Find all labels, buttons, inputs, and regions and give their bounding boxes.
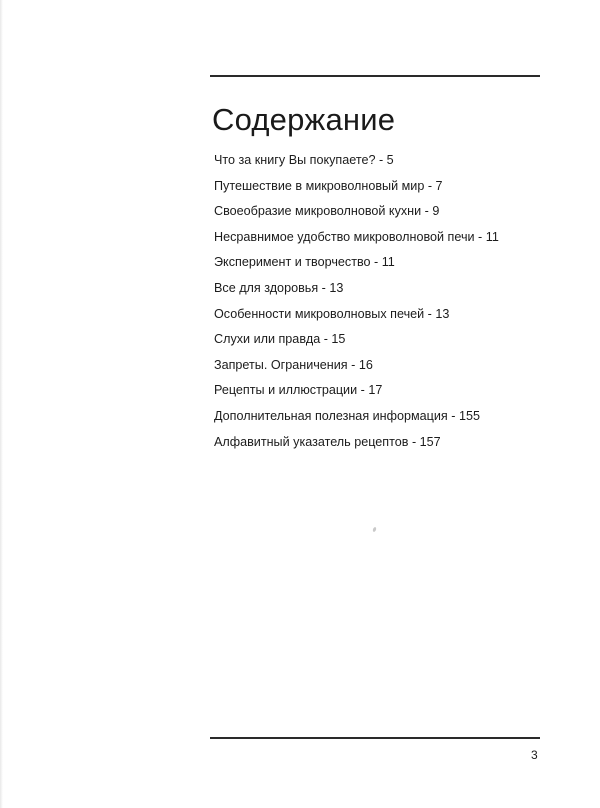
page-edge-shadow xyxy=(0,0,3,808)
toc-separator: - xyxy=(370,255,382,270)
toc-entry-title: Рецепты и иллюстрации xyxy=(214,383,358,398)
toc-separator: - xyxy=(421,204,433,219)
toc-entry-title: Запреты. Ограничения xyxy=(214,357,348,372)
toc-separator: - xyxy=(318,280,330,295)
toc-separator: - xyxy=(424,178,436,193)
toc-separator: - xyxy=(375,153,387,167)
toc-entry xyxy=(214,408,499,434)
toc-separator: - xyxy=(424,306,436,321)
toc-entry xyxy=(214,203,499,229)
toc-entry-page: 155 xyxy=(458,408,480,423)
toc-entry-title: Что за книгу Вы покупаете? xyxy=(214,153,376,167)
toc-entry-title: Все для здоровья xyxy=(214,280,319,295)
toc-entry xyxy=(214,229,499,255)
top-rule xyxy=(210,75,540,77)
toc-separator: - xyxy=(408,434,420,449)
toc-entry-page: 17 xyxy=(368,383,383,398)
table-of-contents xyxy=(214,152,499,459)
toc-separator: - xyxy=(474,229,486,244)
paper-speck xyxy=(372,527,377,533)
toc-entry xyxy=(214,306,499,332)
toc-separator: - xyxy=(320,332,332,347)
toc-entry xyxy=(214,280,499,306)
toc-separator: - xyxy=(357,383,369,398)
toc-entry-page: 13 xyxy=(329,280,344,295)
toc-entry-title: Особенности микроволновых печей xyxy=(214,306,425,321)
toc-separator: - xyxy=(447,408,459,423)
toc-entry-page: 157 xyxy=(419,434,441,449)
toc-entry xyxy=(214,357,499,383)
toc-entry xyxy=(214,331,499,357)
page-title: Содержание xyxy=(212,102,396,137)
toc-entry xyxy=(214,254,499,280)
toc-entry xyxy=(214,434,499,460)
toc-entry-title: Своеобразие микроволновой кухни xyxy=(214,204,422,219)
toc-entry-page: 16 xyxy=(358,357,373,372)
toc-entry-title: Слухи или правда xyxy=(214,332,321,347)
toc-entry-title: Несравнимое удобство микроволновой печи xyxy=(214,229,475,244)
toc-entry-page: 11 xyxy=(485,229,499,244)
toc-entry xyxy=(214,152,499,178)
toc-entry-title: Алфавитный указатель рецептов xyxy=(214,434,409,449)
toc-entry xyxy=(214,382,499,408)
toc-entry-title: Путешествие в микроволновый мир xyxy=(214,178,425,193)
toc-entry-title: Дополнительная полезная информация xyxy=(214,408,448,423)
toc-entry-title: Эксперимент и творчество xyxy=(214,255,371,270)
toc-entry xyxy=(214,178,499,204)
page-number: 3 xyxy=(531,748,538,762)
toc-separator: - xyxy=(347,357,359,372)
toc-entry-page: 15 xyxy=(331,332,346,347)
toc-entry-page: 9 xyxy=(432,204,440,219)
toc-entry-page: 11 xyxy=(381,255,395,270)
toc-entry-page: 5 xyxy=(386,153,394,167)
bottom-rule xyxy=(210,737,540,739)
toc-entry-page: 13 xyxy=(435,306,450,321)
toc-entry-page: 7 xyxy=(435,178,443,193)
